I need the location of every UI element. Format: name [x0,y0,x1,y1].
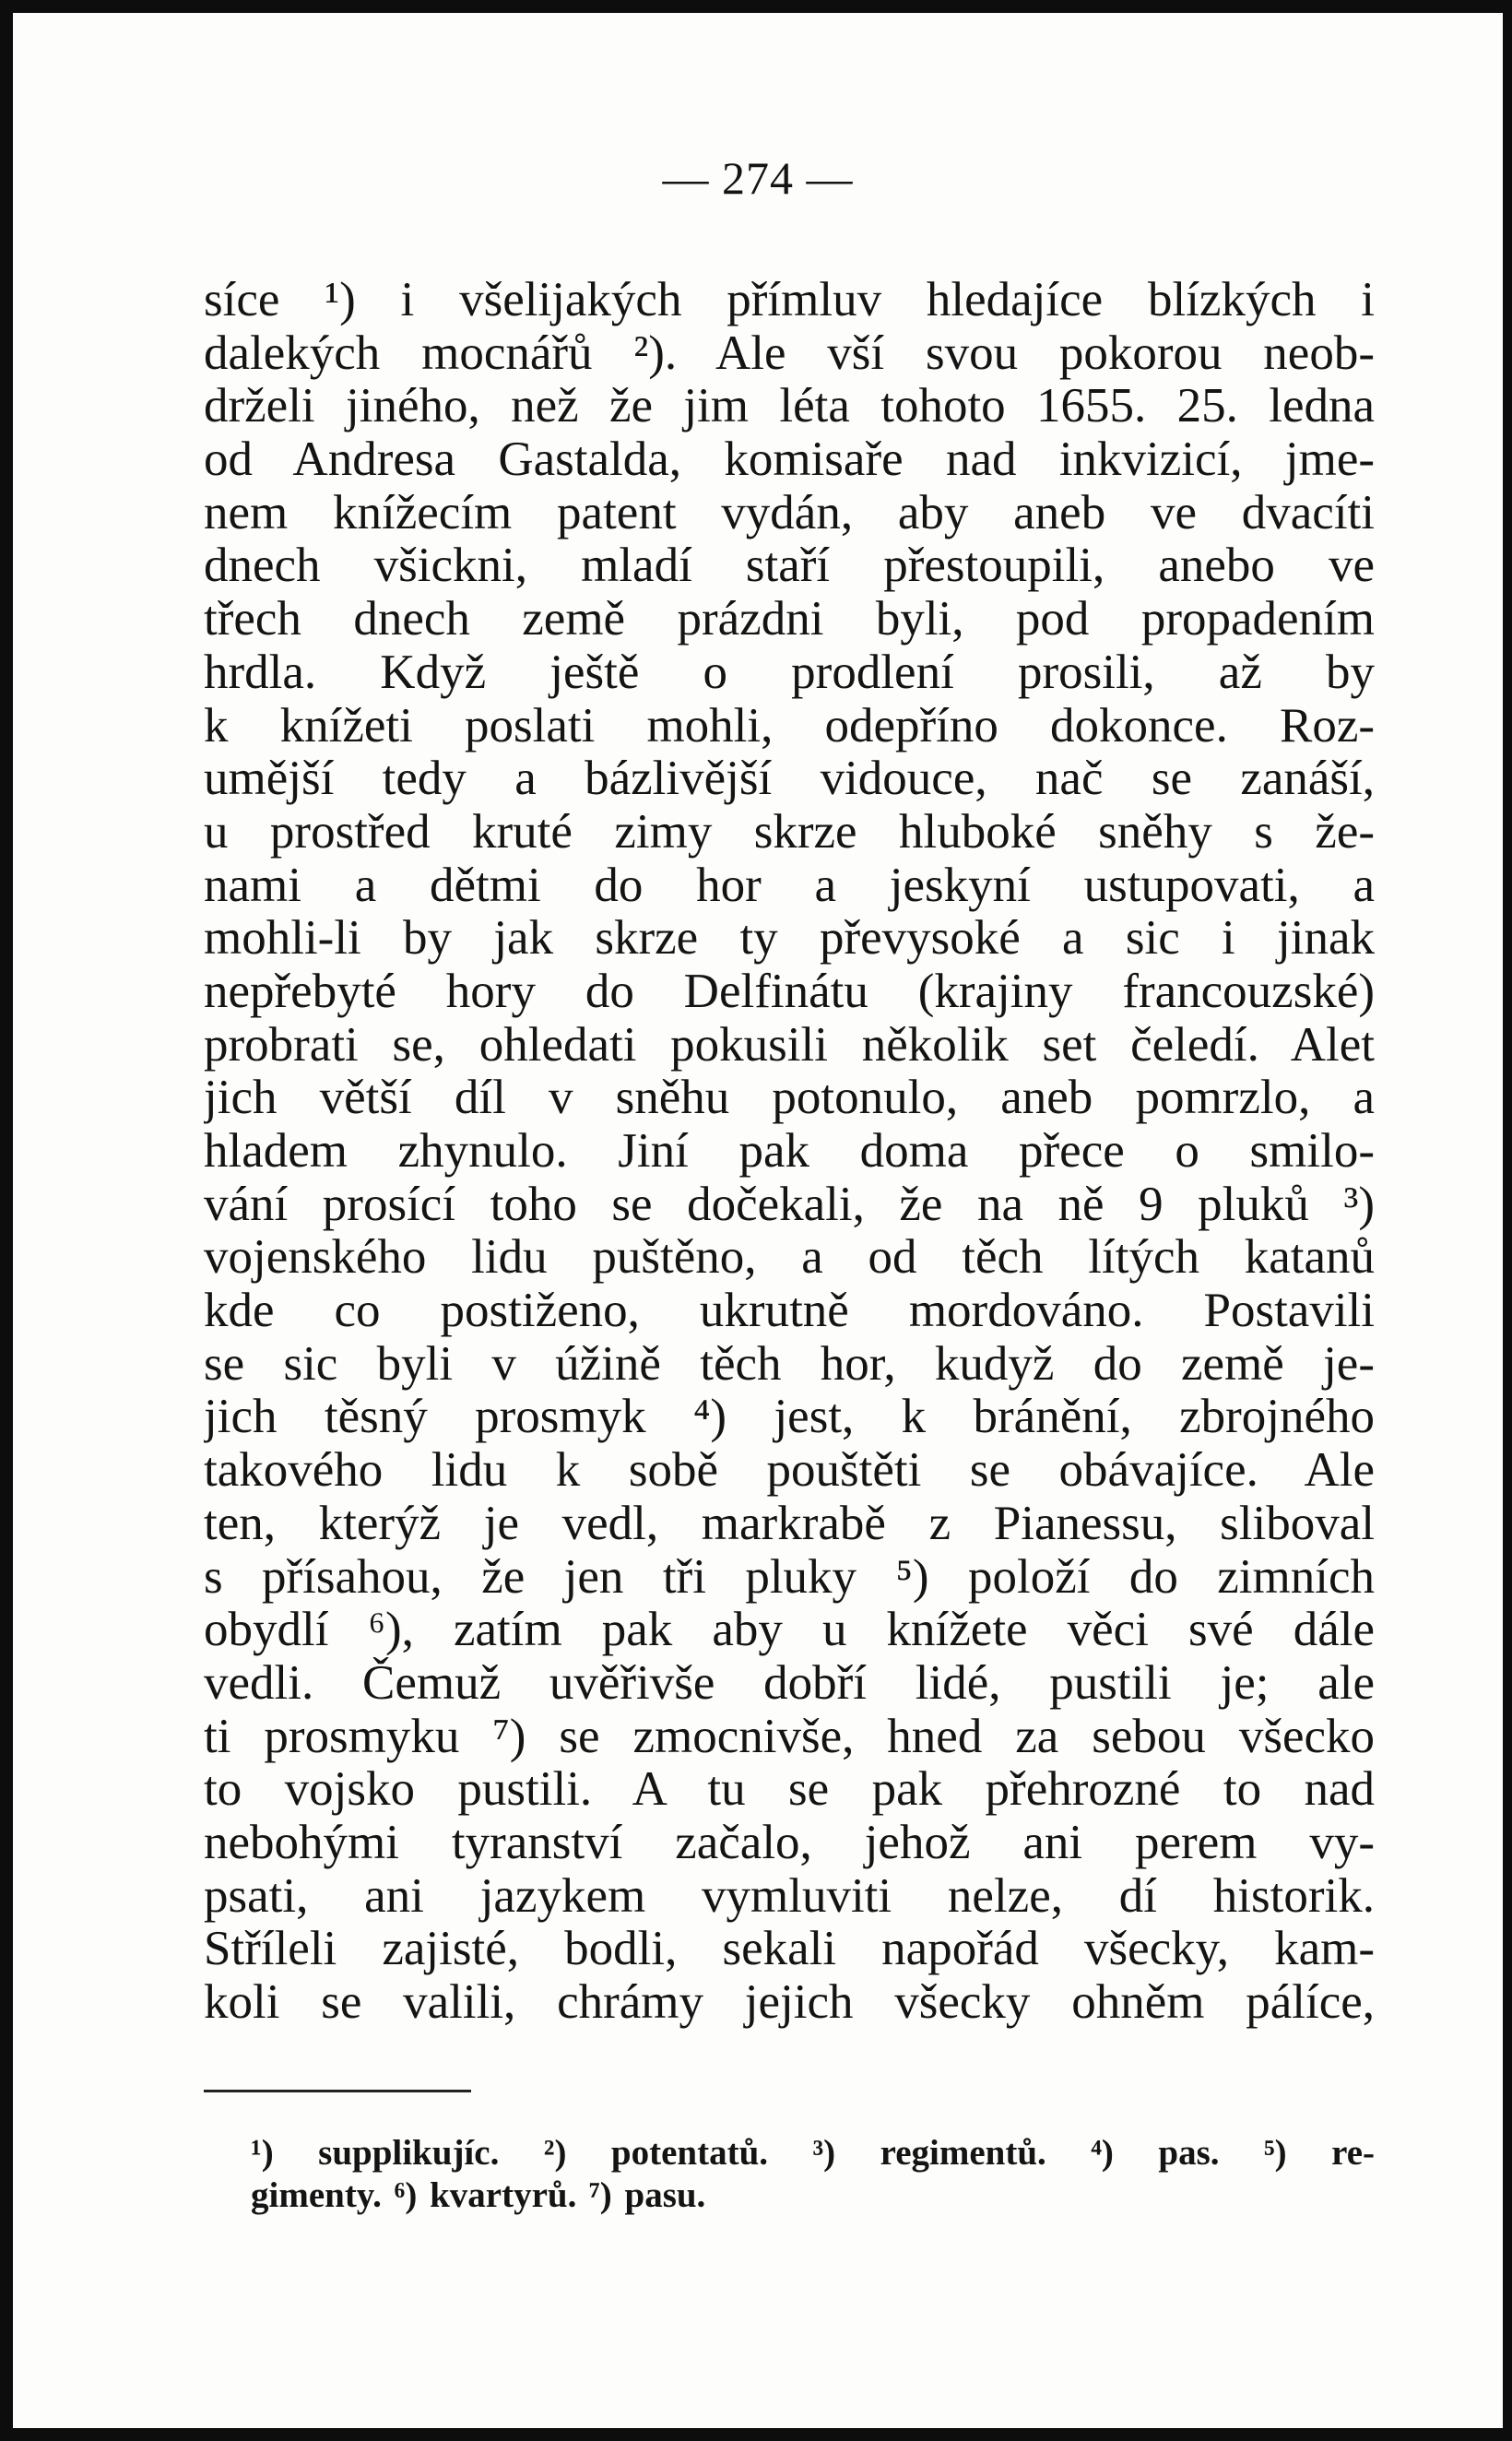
text-line: vojenského lidu puštěno, a od těch lítých katanů [204,1231,1375,1285]
text-line: vedli. Čemuž uvěřivše dobří lidé, pustili je; ale [204,1656,1375,1710]
text-line: takového lidu k sobě pouštěti se obávajíce. Ale [204,1444,1375,1498]
text-line: hladem zhynulo. Jiní pak doma přece o smilo- [204,1125,1375,1178]
text-line: nem knížecím patent vydán, aby aneb ve dvacíti [204,486,1375,539]
footnote-divider [204,2090,471,2092]
text-line: s přísahou, že jen tři pluky ⁵) položí do zimních [204,1550,1375,1604]
text-line: u prostřed kruté zimy skrze hluboké sněhy s že- [204,805,1375,859]
text-line: jich větší díl v sněhu potonulo, aneb pomrzlo, a [204,1072,1375,1125]
page-number: — 274 — [662,152,854,204]
footnotes [251,2132,1375,2217]
text-line: jich těsný prosmyk ⁴) jest, k bránění, zbrojného [204,1391,1375,1444]
text-line: se sic byli v úžině těch hor, kudyž do země je- [204,1337,1375,1391]
footnote-line: gimenty. ⁶) kvartyrů. ⁷) pasu. [251,2175,706,2215]
text-line: k knížeti poslati mohli, odepříno dokonce. Roz- [204,699,1375,752]
text-line: ti prosmyku ⁷) se zmocnivše, hned za sebou všecko [204,1710,1375,1763]
text-line: drželi jiného, než že jim léta tohoto 1655. 25. ledna [204,380,1375,433]
text-line: dnech všickni, mladí staří přestoupili, anebo ve [204,539,1375,593]
text-line: hrdla. Když ještě o prodlení prosili, až by [204,646,1375,699]
text-line: obydlí ⁶), zatím pak aby u knížete věci své dále [204,1604,1375,1657]
footnote-line: ¹) supplikujíc. ²) potentatů. ³) regimentů. ⁴) pas. ⁵) re- [251,2133,1375,2173]
text-line: koli se valili, chrámy jejich všecky ohněm pálíce, [204,1976,1375,2029]
text-line: psati, ani jazykem vymluviti nelze, dí historik. [204,1869,1375,1923]
text-line: mohli-li by jak skrze ty převysoké a sic i jinak [204,912,1375,966]
text-line: třech dnech země prázdni byli, pod propadením [204,593,1375,646]
text-line: síce ¹) i všelijakých přímluv hledajíce blízkých i [204,274,1375,326]
text-line: od Andresa Gastalda, komisaře nad inkvizicí, jme- [204,433,1375,487]
text-line: ten, kterýž je vedl, markrabě z Pianessu, sliboval [204,1497,1375,1550]
text-line: to vojsko pustili. A tu se pak přehrozné to nad [204,1763,1375,1817]
text-line: kde co postiženo, ukrutně mordováno. Postavili [204,1285,1375,1338]
text-line: nami a dětmi do hor a jeskyní ustupovati, a [204,859,1375,912]
body-text [204,274,1375,2030]
text-line: Stříleli zajisté, bodli, sekali napořád všecky, kam- [204,1923,1375,1976]
text-line: vání prosící toho se dočekali, že na ně 9 pluků ³) [204,1178,1375,1231]
text-line: probrati se, ohledati pokusili několik set čeledí. Alet [204,1018,1375,1072]
text-line: umější tedy a bázlivější vidouce, nač se zanáší, [204,752,1375,806]
text-line: nepřebyté hory do Delfinátu (krajiny francouzské) [204,965,1375,1018]
text-line: dalekých mocnářů ²). Ale vší svou pokorou neob- [204,326,1375,380]
text-line: nebohými tyranství začalo, jehož ani perem vy- [204,1816,1375,1869]
